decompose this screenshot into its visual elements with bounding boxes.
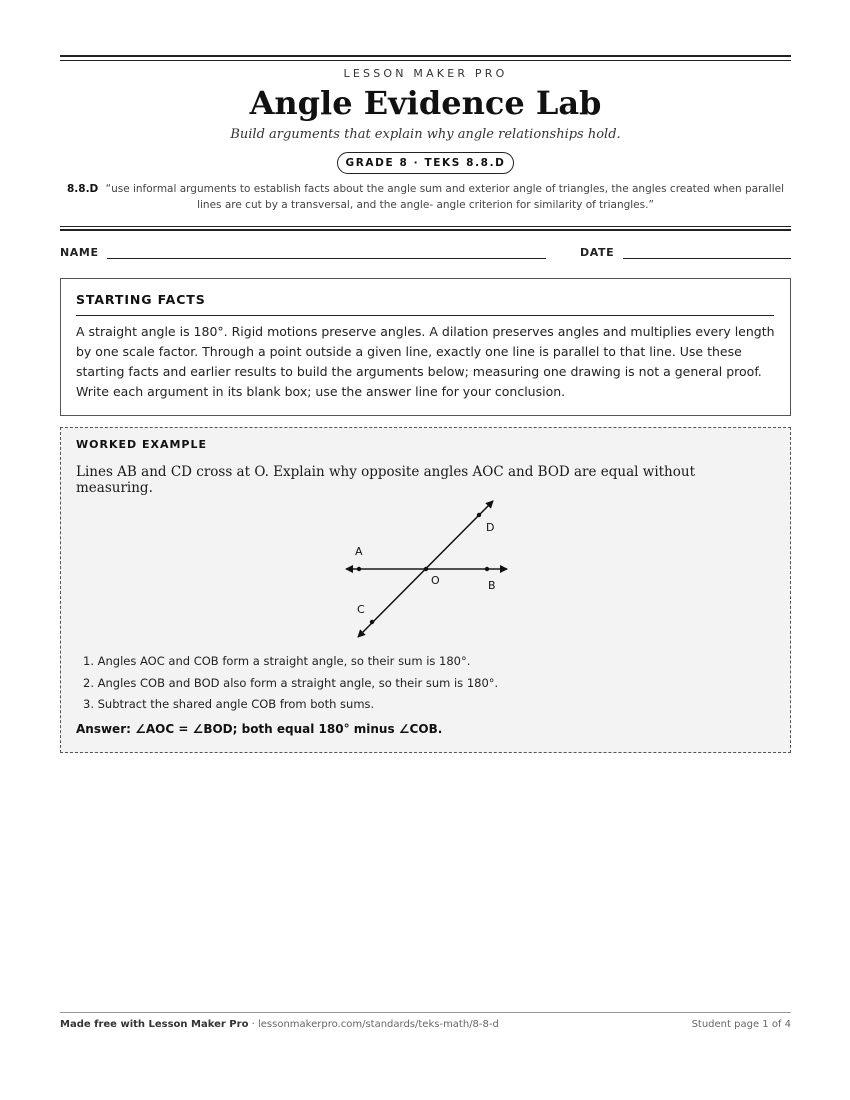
- footer-rule: [60, 1012, 791, 1013]
- standard-code: 8.8.D: [66, 183, 99, 195]
- label-d: D: [486, 521, 495, 534]
- point-c: [370, 620, 374, 624]
- worked-example-heading: WORKED EXAMPLE: [76, 438, 207, 451]
- starting-facts-box: [60, 278, 791, 416]
- intersecting-lines-diagram: [339, 496, 519, 646]
- name-field[interactable]: [107, 258, 546, 259]
- header-top-rule: [60, 55, 791, 57]
- footer-url[interactable]: lessonmakerpro.com/standards/teks-math/8-8-d: [257, 1019, 499, 1030]
- header-top-rule-thin: [60, 60, 791, 61]
- point-d: [477, 513, 481, 517]
- page-title: Angle Evidence Lab: [249, 84, 602, 122]
- point-o: [424, 567, 428, 571]
- date-field[interactable]: [623, 258, 791, 259]
- starting-facts-rule: [76, 315, 774, 316]
- label-c: C: [357, 603, 365, 616]
- name-label: NAME: [60, 246, 99, 259]
- worked-example-answer: Answer: ∠AOC = ∠BOD; both equal 180° minus ∠COB.: [76, 722, 443, 736]
- standard-statement: [60, 181, 791, 213]
- worksheet-page: [60, 0, 791, 1100]
- step-item: 3. Subtract the shared angle COB from both sums.: [83, 697, 375, 711]
- footer-made-with: Made free with Lesson Maker Pro: [60, 1019, 249, 1030]
- starting-facts-text: A straight angle is 180°. Rigid motions preserve angles. A dilation preserves angles and multiplies every length by one scale factor. Through a point outside a given line, exactly one line is parallel to that line. Use these starting facts and earlier results to build the arguments below; measuring one drawing is not a general proof. Write each argument in its blank box; use the answer line for your conclusion.: [76, 324, 775, 399]
- standard-text: “use informal arguments to establish facts about the angle sum and exterior angle of triangles, the angles created when parallel lines are cut by a transversal, and the angle- angle criterion for similarity of triangles.”: [105, 183, 785, 211]
- footer-credit: [60, 1019, 499, 1030]
- page-number: Student page 1 of 4: [691, 1019, 791, 1030]
- label-a: A: [355, 545, 363, 558]
- grade-badge: GRADE 8 · TEKS 8.8.D: [337, 152, 514, 174]
- label-b: B: [488, 579, 496, 592]
- header-bottom-rule: [60, 229, 791, 231]
- header-bottom-rule-thin: [60, 226, 791, 227]
- starting-facts-heading: STARTING FACTS: [76, 292, 206, 307]
- footer-separator: ·: [248, 1019, 258, 1030]
- step-item: 1. Angles AOC and COB form a straight angle, so their sum is 180°.: [83, 654, 471, 668]
- page-subtitle: Build arguments that explain why angle relationships hold.: [230, 127, 621, 142]
- worked-example-box: [60, 427, 791, 753]
- point-b: [485, 567, 489, 571]
- point-a: [357, 567, 361, 571]
- worked-example-steps: [83, 651, 498, 716]
- date-label: DATE: [580, 246, 615, 259]
- worked-example-prompt: Lines AB and CD cross at O. Explain why opposite angles AOC and BOD are equal without measuring.: [76, 464, 696, 496]
- brand-name: LESSON MAKER PRO: [343, 67, 508, 80]
- step-item: 2. Angles COB and BOD also form a straight angle, so their sum is 180°.: [83, 675, 499, 690]
- label-o: O: [431, 574, 440, 587]
